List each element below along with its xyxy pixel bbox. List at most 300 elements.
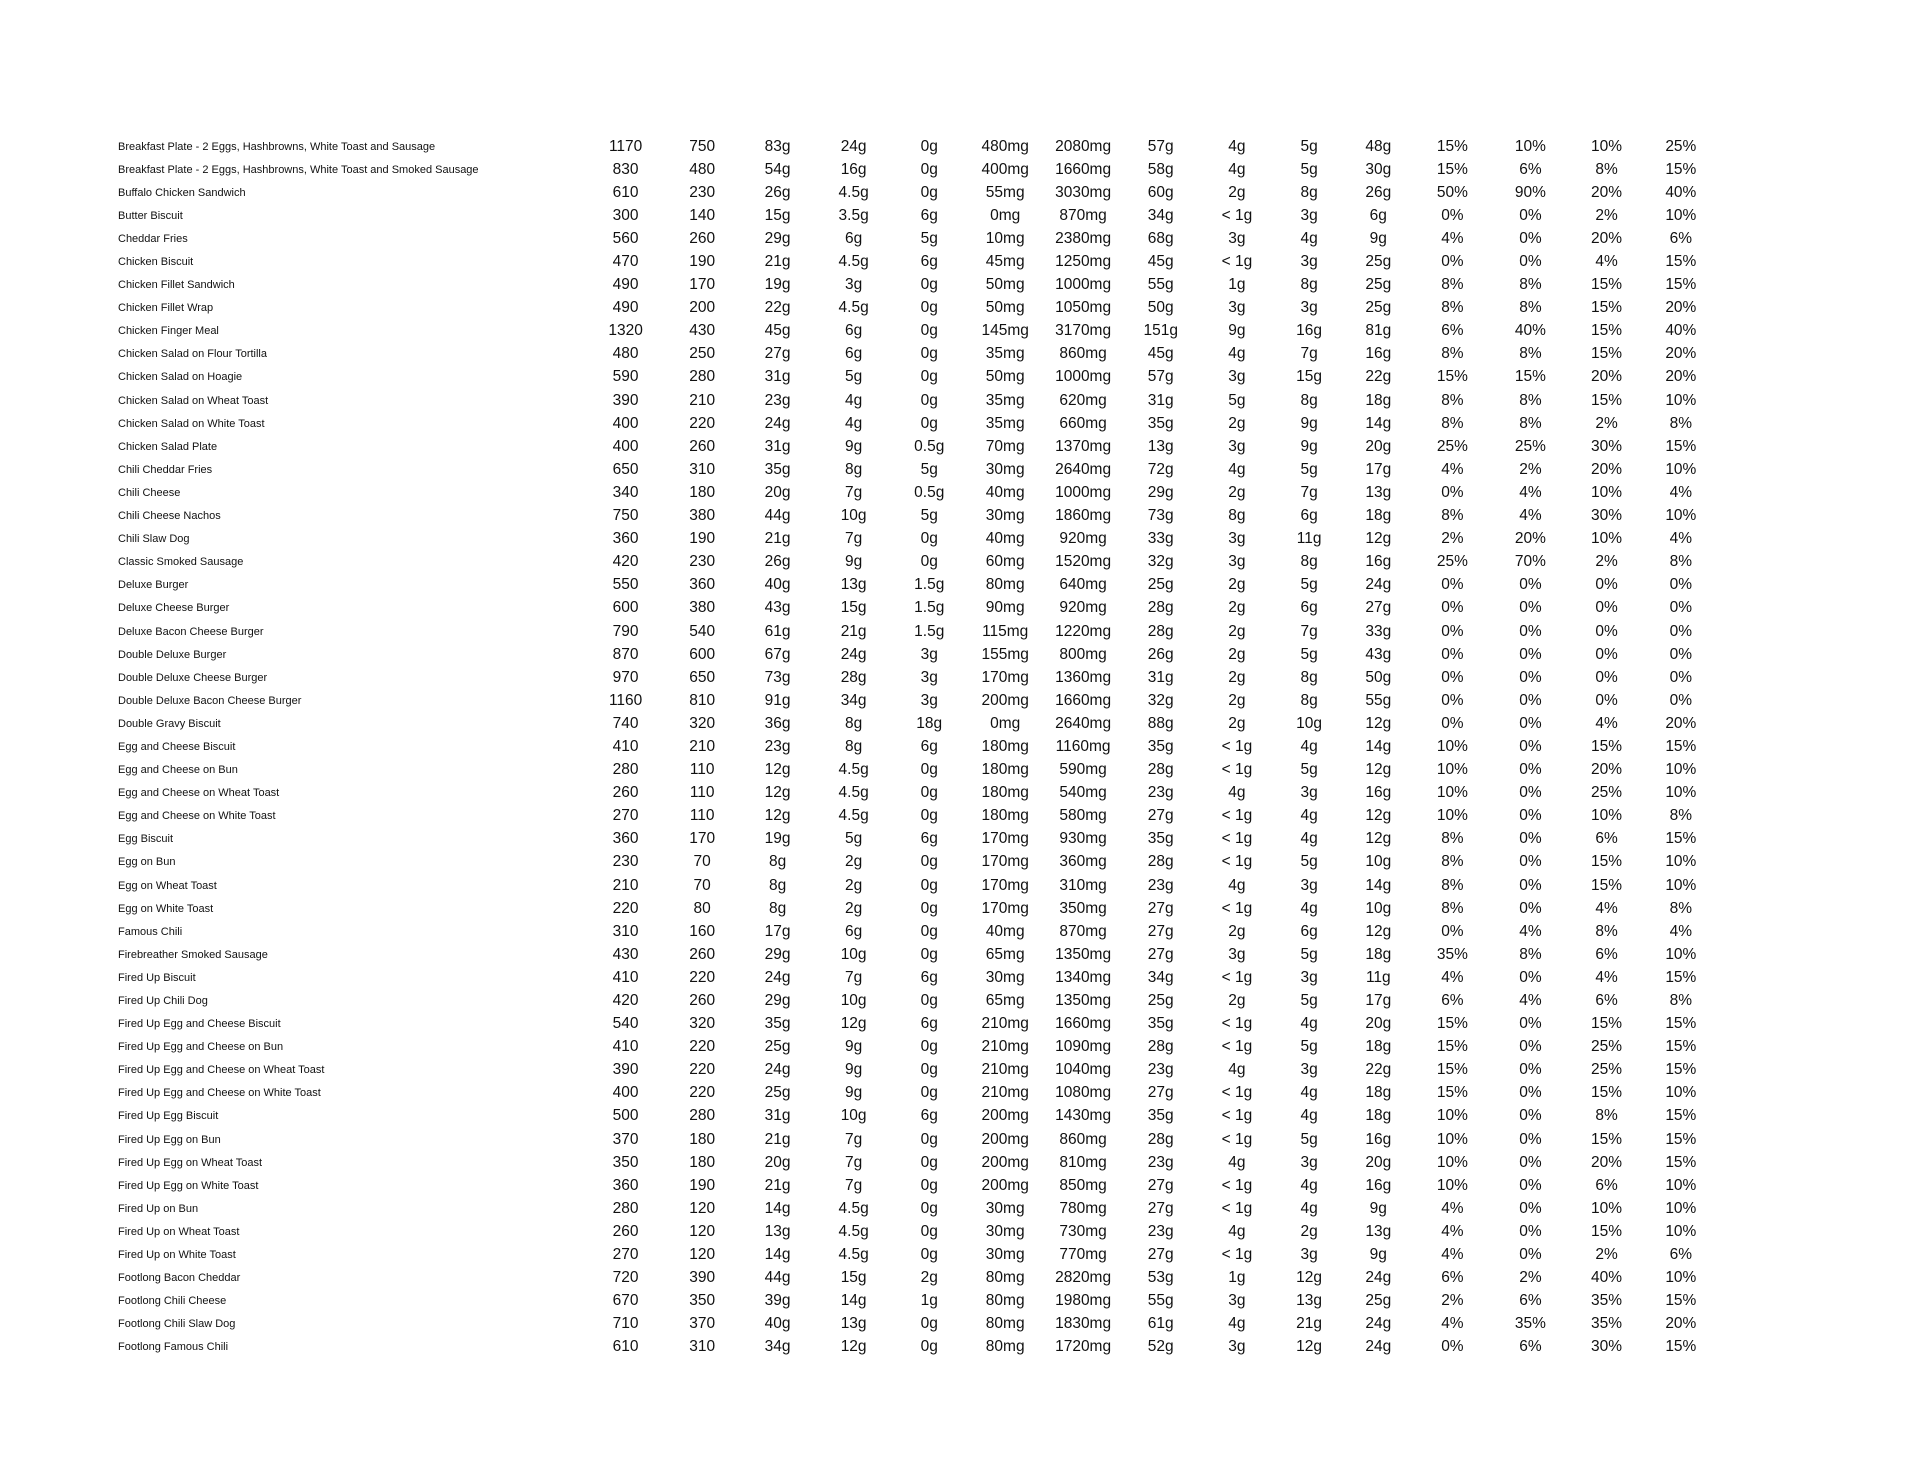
table-row <box>118 620 1718 643</box>
nutrient-value-cell: 40% <box>1665 183 1697 201</box>
nutrient-value-cell: 2g <box>1228 668 1246 686</box>
nutrient-value-cell: 0g <box>920 183 938 201</box>
nutrient-value-cell: 12g <box>1296 1338 1323 1356</box>
nutrient-value-cell: 0% <box>1669 576 1693 594</box>
table-row <box>118 1036 1718 1059</box>
nutrient-value-cell: 4g <box>1300 830 1318 848</box>
nutrient-value-cell: 300 <box>612 206 639 224</box>
table-row <box>118 1082 1718 1105</box>
nutrient-value-cell: 20% <box>1591 460 1623 478</box>
nutrient-value-cell: 350mg <box>1059 899 1107 917</box>
nutrient-value-cell: 4% <box>1595 968 1618 986</box>
table-row <box>118 574 1718 597</box>
menu-item-name: Fired Up Chili Dog <box>118 995 208 1008</box>
nutrient-value-cell: 27g <box>1365 599 1392 617</box>
nutrient-value-cell: 5g <box>920 507 938 525</box>
nutrient-value-cell: 10% <box>1665 1084 1697 1102</box>
table-row <box>118 181 1718 204</box>
nutrient-value-cell: 1000mg <box>1055 276 1112 294</box>
nutrient-value-cell: 15% <box>1665 160 1697 178</box>
nutrient-value-cell: 790 <box>612 622 639 640</box>
nutrient-value-cell: 10% <box>1665 507 1697 525</box>
nutrient-value-cell: 65mg <box>985 945 1025 963</box>
nutrient-value-cell: 400 <box>612 1084 639 1102</box>
nutrient-value-cell: 10g <box>1365 853 1392 871</box>
nutrient-value-cell: 2g <box>1228 183 1246 201</box>
nutrient-value-cell: 370 <box>612 1130 639 1148</box>
nutrient-value-cell: 15% <box>1591 876 1623 894</box>
nutrient-value-cell: 2g <box>1228 992 1246 1010</box>
nutrient-value-cell: 40mg <box>985 483 1025 501</box>
nutrient-value-cell: 55g <box>1147 276 1174 294</box>
nutrient-value-cell: 27g <box>1147 899 1174 917</box>
nutrient-value-cell: 5g <box>1228 391 1246 409</box>
table-row <box>118 1013 1718 1036</box>
nutrient-value-cell: 6% <box>1595 945 1618 963</box>
nutrient-value-cell: 0g <box>920 553 938 571</box>
nutrient-value-cell: 15% <box>1591 299 1623 317</box>
nutrient-value-cell: 220 <box>689 1038 716 1056</box>
nutrient-value-cell: 10% <box>1436 1130 1468 1148</box>
nutrient-value-cell: 72g <box>1147 460 1174 478</box>
nutrient-value-cell: 28g <box>1147 853 1174 871</box>
nutrient-value-cell: 360mg <box>1059 853 1107 871</box>
table-row <box>118 828 1718 851</box>
nutrient-value-cell: 0% <box>1441 668 1464 686</box>
nutrient-value-cell: 350 <box>689 1292 716 1310</box>
nutrient-value-cell: 40% <box>1514 322 1546 340</box>
nutrient-value-cell: 4g <box>1228 1222 1246 1240</box>
nutrient-value-cell: 7g <box>1300 345 1318 363</box>
table-row <box>118 1290 1718 1313</box>
nutrient-value-cell: 7g <box>1300 622 1318 640</box>
nutrient-value-cell: 26g <box>1147 645 1174 663</box>
nutrient-value-cell: 310mg <box>1059 876 1107 894</box>
nutrient-value-cell: < 1g <box>1221 968 1253 986</box>
nutrient-value-cell: 8g <box>768 876 787 894</box>
nutrient-value-cell: < 1g <box>1221 1199 1253 1217</box>
nutrient-value-cell: 30mg <box>985 1246 1025 1264</box>
nutrient-value-cell: 18g <box>1365 1107 1392 1125</box>
nutrient-value-cell: 0g <box>920 1315 938 1333</box>
nutrient-value-cell: 320 <box>689 1015 716 1033</box>
menu-item-name: Chicken Salad on Flour Tortilla <box>118 348 267 361</box>
nutrient-value-cell: 1250mg <box>1055 253 1112 271</box>
nutrition-table <box>118 135 1718 1359</box>
nutrient-value-cell: < 1g <box>1221 1176 1253 1194</box>
nutrient-value-cell: 0mg <box>990 714 1021 732</box>
nutrient-value-cell: 4% <box>1595 714 1618 732</box>
nutrient-value-cell: 550 <box>612 576 639 594</box>
nutrient-value-cell: 6% <box>1441 1269 1464 1287</box>
menu-item-name: Fired Up on Bun <box>118 1202 199 1215</box>
nutrient-value-cell: < 1g <box>1221 807 1253 825</box>
nutrient-value-cell: 70 <box>693 876 711 894</box>
nutrient-value-cell: 480 <box>612 345 639 363</box>
nutrient-value-cell: < 1g <box>1221 830 1253 848</box>
nutrient-value-cell: 4g <box>1228 784 1246 802</box>
nutrient-value-cell: 16g <box>1365 553 1392 571</box>
nutrient-value-cell: 25% <box>1665 137 1697 155</box>
nutrient-value-cell: 720 <box>612 1269 639 1287</box>
nutrient-value-cell: 20g <box>764 1153 791 1171</box>
nutrient-value-cell: 88g <box>1147 714 1174 732</box>
nutrient-value-cell: 670 <box>612 1292 639 1310</box>
nutrient-value-cell: 1220mg <box>1055 622 1112 640</box>
nutrient-value-cell: 360 <box>689 576 716 594</box>
nutrient-value-cell: 0g <box>920 876 938 894</box>
nutrient-value-cell: 15% <box>1665 737 1697 755</box>
nutrient-value-cell: 1350mg <box>1055 945 1112 963</box>
nutrient-value-cell: 24g <box>1365 1269 1392 1287</box>
menu-item-name: Fired Up Egg and Cheese on Wheat Toast <box>118 1064 325 1077</box>
nutrient-value-cell: 2g <box>920 1269 938 1287</box>
nutrient-value-cell: 17g <box>764 922 791 940</box>
nutrient-value-cell: 45g <box>1147 253 1174 271</box>
nutrient-value-cell: 15% <box>1591 1015 1623 1033</box>
nutrient-value-cell: 53g <box>1147 1269 1174 1287</box>
nutrient-value-cell: 400mg <box>981 160 1029 178</box>
nutrient-value-cell: 0g <box>920 1130 938 1148</box>
nutrient-value-cell: 0% <box>1519 599 1542 617</box>
nutrient-value-cell: 55g <box>1365 691 1392 709</box>
nutrient-value-cell: 35g <box>1147 1015 1174 1033</box>
nutrient-value-cell: 14g <box>840 1292 867 1310</box>
nutrient-value-cell: 220 <box>689 1084 716 1102</box>
nutrient-value-cell: 4.5g <box>838 1199 869 1217</box>
nutrient-value-cell: 190 <box>689 1176 716 1194</box>
nutrient-value-cell: 5g <box>920 460 938 478</box>
nutrient-value-cell: 26g <box>1365 183 1392 201</box>
nutrient-value-cell: 610 <box>612 183 639 201</box>
nutrient-value-cell: 4% <box>1441 1222 1464 1240</box>
nutrient-value-cell: 10% <box>1436 1176 1468 1194</box>
nutrient-value-cell: 29g <box>764 229 791 247</box>
nutrient-value-cell: 10% <box>1665 945 1697 963</box>
nutrient-value-cell: 80mg <box>985 576 1025 594</box>
menu-item-name: Deluxe Bacon Cheese Burger <box>118 625 264 638</box>
nutrient-value-cell: 27g <box>1147 945 1174 963</box>
nutrient-value-cell: 170mg <box>981 668 1029 686</box>
nutrient-value-cell: 18g <box>916 714 943 732</box>
nutrient-value-cell: 27g <box>1147 1084 1174 1102</box>
nutrient-value-cell: 500 <box>612 1107 639 1125</box>
nutrient-value-cell: 6g <box>845 922 863 940</box>
table-row <box>118 735 1718 758</box>
nutrient-value-cell: 23g <box>1147 876 1174 894</box>
nutrient-value-cell: 120 <box>689 1222 716 1240</box>
nutrient-value-cell: 4g <box>1228 1153 1246 1171</box>
nutrient-value-cell: 18g <box>1365 1084 1392 1102</box>
nutrient-value-cell: 40mg <box>985 922 1025 940</box>
menu-item-name: Classic Smoked Sausage <box>118 556 244 569</box>
nutrient-value-cell: 3g <box>920 645 938 663</box>
nutrient-value-cell: 0% <box>1441 922 1464 940</box>
nutrient-value-cell: 80mg <box>985 1269 1025 1287</box>
menu-item-name: Footlong Chili Slaw Dog <box>118 1318 236 1331</box>
nutrient-value-cell: 9g <box>845 1038 863 1056</box>
nutrient-value-cell: 0.5g <box>914 483 945 501</box>
nutrient-value-cell: 23g <box>1147 1222 1174 1240</box>
nutrient-value-cell: 73g <box>1147 507 1174 525</box>
nutrient-value-cell: 15% <box>1665 1130 1697 1148</box>
nutrient-value-cell: 8% <box>1441 830 1464 848</box>
nutrient-value-cell: 6% <box>1441 322 1464 340</box>
nutrient-value-cell: 260 <box>689 945 716 963</box>
nutrient-value-cell: 8% <box>1595 1107 1618 1125</box>
nutrient-value-cell: 750 <box>612 507 639 525</box>
nutrient-value-cell: 200mg <box>981 691 1029 709</box>
nutrient-value-cell: 210mg <box>981 1015 1029 1033</box>
nutrient-value-cell: 1660mg <box>1055 1015 1112 1033</box>
nutrient-value-cell: 200mg <box>981 1130 1029 1148</box>
nutrient-value-cell: 3g <box>1300 784 1318 802</box>
nutrient-value-cell: 6% <box>1669 229 1693 247</box>
nutrient-value-cell: 6% <box>1441 992 1464 1010</box>
nutrient-value-cell: 40% <box>1591 1269 1623 1287</box>
nutrient-value-cell: 44g <box>764 1269 791 1287</box>
menu-item-name: Fired Up Biscuit <box>118 971 196 984</box>
nutrient-value-cell: 0% <box>1595 645 1618 663</box>
nutrient-value-cell: 60g <box>1147 183 1174 201</box>
nutrient-value-cell: 250 <box>689 345 716 363</box>
table-row <box>118 874 1718 897</box>
nutrient-value-cell: 4% <box>1519 483 1542 501</box>
nutrient-value-cell: 10% <box>1665 1176 1697 1194</box>
nutrient-value-cell: 0% <box>1519 1176 1542 1194</box>
nutrient-value-cell: 310 <box>612 922 639 940</box>
nutrient-value-cell: 0% <box>1669 645 1693 663</box>
menu-item-name: Chicken Finger Meal <box>118 325 219 338</box>
nutrient-value-cell: 10g <box>840 992 867 1010</box>
nutrient-value-cell: 0% <box>1669 622 1693 640</box>
nutrient-value-cell: 8% <box>1519 299 1542 317</box>
nutrient-value-cell: 12g <box>1365 714 1392 732</box>
table-row <box>118 1336 1718 1359</box>
nutrient-value-cell: 6% <box>1595 992 1618 1010</box>
nutrient-value-cell: 27g <box>1147 1246 1174 1264</box>
nutrient-value-cell: 10g <box>840 1107 867 1125</box>
nutrient-value-cell: 5g <box>1300 576 1318 594</box>
nutrient-value-cell: 13g <box>1147 437 1174 455</box>
table-row <box>118 712 1718 735</box>
nutrient-value-cell: 8% <box>1669 899 1693 917</box>
nutrient-value-cell: 10% <box>1665 1199 1697 1217</box>
nutrient-value-cell: 25g <box>764 1084 791 1102</box>
nutrient-value-cell: 2% <box>1595 206 1618 224</box>
nutrient-value-cell: 24g <box>764 414 791 432</box>
nutrient-value-cell: 6% <box>1519 1338 1542 1356</box>
nutrient-value-cell: 7g <box>845 968 863 986</box>
nutrient-value-cell: 9g <box>1369 1199 1387 1217</box>
nutrient-value-cell: 30g <box>1365 160 1392 178</box>
nutrient-value-cell: 0g <box>920 391 938 409</box>
nutrient-value-cell: 2% <box>1595 414 1618 432</box>
nutrient-value-cell: 14g <box>764 1199 791 1217</box>
nutrient-value-cell: 870 <box>612 645 639 663</box>
nutrient-value-cell: 6% <box>1595 830 1618 848</box>
nutrient-value-cell: 10% <box>1665 853 1697 871</box>
nutrient-value-cell: 13g <box>1365 483 1392 501</box>
nutrient-value-cell: 15% <box>1665 1338 1697 1356</box>
nutrient-value-cell: 9g <box>845 553 863 571</box>
menu-item-name: Egg and Cheese Biscuit <box>118 740 236 753</box>
nutrient-value-cell: < 1g <box>1221 737 1253 755</box>
nutrient-value-cell: 4g <box>1228 137 1246 155</box>
nutrient-value-cell: 155mg <box>981 645 1029 663</box>
nutrient-value-cell: 45mg <box>985 253 1025 271</box>
nutrient-value-cell: 260 <box>689 229 716 247</box>
nutrient-value-cell: 260 <box>689 992 716 1010</box>
nutrient-value-cell: 180 <box>689 1153 716 1171</box>
table-row <box>118 1128 1718 1151</box>
nutrient-value-cell: 27g <box>1147 922 1174 940</box>
nutrient-value-cell: 0% <box>1519 1199 1542 1217</box>
nutrient-value-cell: 10% <box>1436 1153 1468 1171</box>
nutrient-value-cell: 600 <box>612 599 639 617</box>
menu-item-name: Fired Up Egg on White Toast <box>118 1179 259 1192</box>
nutrient-value-cell: 3g <box>1300 253 1318 271</box>
nutrient-value-cell: 620mg <box>1059 391 1107 409</box>
nutrient-value-cell: 4.5g <box>838 183 869 201</box>
nutrient-value-cell: 2g <box>845 899 863 917</box>
table-row <box>118 366 1718 389</box>
nutrient-value-cell: 170 <box>689 276 716 294</box>
nutrient-value-cell: 480mg <box>981 137 1029 155</box>
nutrient-value-cell: 1360mg <box>1055 668 1112 686</box>
nutrient-value-cell: 2080mg <box>1055 137 1112 155</box>
table-row <box>118 689 1718 712</box>
nutrient-value-cell: 15% <box>1665 1038 1697 1056</box>
nutrient-value-cell: 35g <box>1147 830 1174 848</box>
nutrient-value-cell: 50% <box>1436 183 1468 201</box>
nutrient-value-cell: 4g <box>1228 160 1246 178</box>
nutrient-value-cell: 6g <box>1300 922 1318 940</box>
nutrient-value-cell: 30mg <box>985 507 1025 525</box>
nutrient-value-cell: 40g <box>764 576 791 594</box>
nutrient-value-cell: 1370mg <box>1055 437 1112 455</box>
nutrient-value-cell: 1170 <box>608 137 643 155</box>
nutrient-value-cell: < 1g <box>1221 899 1253 917</box>
nutrient-value-cell: 15% <box>1591 345 1623 363</box>
nutrient-value-cell: 0% <box>1519 691 1542 709</box>
nutrient-value-cell: 0% <box>1519 784 1542 802</box>
table-row <box>118 1220 1718 1243</box>
menu-item-name: Footlong Bacon Cheddar <box>118 1272 241 1285</box>
nutrient-value-cell: 4.5g <box>838 784 869 802</box>
nutrient-value-cell: 1430mg <box>1055 1107 1112 1125</box>
nutrient-value-cell: 540 <box>689 622 716 640</box>
nutrient-value-cell: 25g <box>1147 576 1174 594</box>
nutrient-value-cell: 480 <box>689 160 716 178</box>
nutrient-value-cell: 54g <box>764 160 791 178</box>
nutrient-value-cell: 8g <box>1300 183 1318 201</box>
nutrient-value-cell: 8% <box>1519 391 1542 409</box>
nutrient-value-cell: 28g <box>840 668 867 686</box>
nutrient-value-cell: 21g <box>764 253 791 271</box>
nutrient-value-cell: 35g <box>764 460 791 478</box>
nutrient-value-cell: 650 <box>689 668 716 686</box>
nutrient-value-cell: 10mg <box>985 229 1025 247</box>
nutrient-value-cell: 13g <box>840 576 867 594</box>
nutrient-value-cell: 31g <box>764 1107 791 1125</box>
nutrient-value-cell: 6g <box>920 830 938 848</box>
nutrient-value-cell: 55mg <box>985 183 1025 201</box>
nutrient-value-cell: 36g <box>764 714 791 732</box>
nutrient-value-cell: 0% <box>1519 968 1542 986</box>
nutrient-value-cell: 18g <box>1365 507 1392 525</box>
nutrient-value-cell: 490 <box>612 276 639 294</box>
nutrient-value-cell: 810mg <box>1059 1153 1107 1171</box>
nutrient-value-cell: 27g <box>1147 1199 1174 1217</box>
nutrient-value-cell: 4% <box>1441 1315 1464 1333</box>
nutrient-value-cell: 16g <box>1365 345 1392 363</box>
nutrient-value-cell: 24g <box>840 645 867 663</box>
nutrient-value-cell: 4.5g <box>838 253 869 271</box>
nutrient-value-cell: 25% <box>1591 1038 1623 1056</box>
nutrient-value-cell: 28g <box>1147 761 1174 779</box>
nutrient-value-cell: 151g <box>1143 322 1178 340</box>
nutrient-value-cell: < 1g <box>1221 206 1253 224</box>
nutrient-value-cell: 740 <box>612 714 639 732</box>
nutrient-value-cell: 4% <box>1669 922 1693 940</box>
nutrient-value-cell: 0g <box>920 530 938 548</box>
nutrient-value-cell: 20% <box>1591 368 1623 386</box>
nutrient-value-cell: 5g <box>1300 137 1318 155</box>
nutrient-value-cell: 6% <box>1519 160 1542 178</box>
menu-item-name: Firebreather Smoked Sausage <box>118 948 268 961</box>
nutrient-value-cell: 0% <box>1519 1153 1542 1171</box>
nutrient-value-cell: 170mg <box>981 899 1029 917</box>
nutrient-value-cell: 0% <box>1519 668 1542 686</box>
nutrient-value-cell: 8% <box>1595 922 1618 940</box>
nutrition-table-body <box>118 135 1718 1359</box>
nutrient-value-cell: 12g <box>840 1015 867 1033</box>
nutrient-value-cell: 7g <box>845 530 863 548</box>
nutrient-value-cell: 0% <box>1595 576 1618 594</box>
nutrient-value-cell: 3g <box>1300 1246 1318 1264</box>
nutrient-value-cell: 8% <box>1441 299 1464 317</box>
menu-item-name: Butter Biscuit <box>118 209 183 222</box>
nutrient-value-cell: 3g <box>1228 945 1246 963</box>
nutrient-value-cell: 57g <box>1147 368 1174 386</box>
nutrient-value-cell: 260 <box>689 437 716 455</box>
table-row <box>118 759 1718 782</box>
nutrient-value-cell: 35g <box>1147 737 1174 755</box>
nutrient-value-cell: 15% <box>1436 368 1468 386</box>
nutrient-value-cell: 20% <box>1665 368 1697 386</box>
nutrient-value-cell: 410 <box>612 737 639 755</box>
nutrient-value-cell: 10% <box>1591 483 1623 501</box>
nutrient-value-cell: 1g <box>1228 276 1246 294</box>
nutrient-value-cell: 0g <box>920 1084 938 1102</box>
nutrient-value-cell: 7g <box>1300 483 1318 501</box>
nutrient-value-cell: 280 <box>612 761 639 779</box>
nutrient-value-cell: 4g <box>1300 1084 1318 1102</box>
nutrient-value-cell: 220 <box>612 899 639 917</box>
nutrient-value-cell: 0% <box>1519 714 1542 732</box>
table-row <box>118 1197 1718 1220</box>
nutrient-value-cell: 930mg <box>1059 830 1107 848</box>
nutrient-value-cell: 0g <box>920 922 938 940</box>
nutrient-value-cell: 0g <box>920 345 938 363</box>
nutrient-value-cell: 10g <box>840 507 867 525</box>
nutrient-value-cell: 15% <box>1665 437 1697 455</box>
nutrient-value-cell: 3g <box>1300 968 1318 986</box>
nutrient-value-cell: 81g <box>1365 322 1392 340</box>
nutrient-value-cell: 14g <box>1365 876 1392 894</box>
nutrient-value-cell: 21g <box>840 622 867 640</box>
